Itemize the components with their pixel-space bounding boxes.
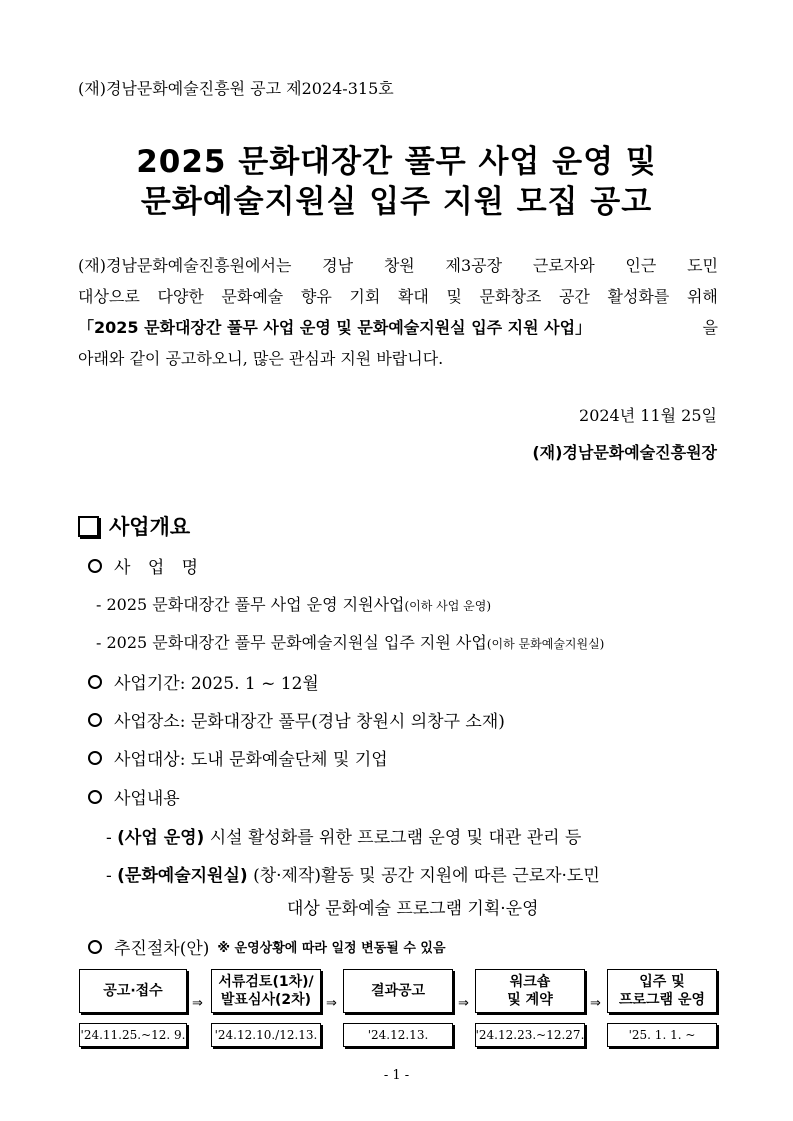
intro-word: 활성화를 (607, 287, 670, 306)
section-heading (78, 511, 190, 541)
title-line-2: 문화예술지원실 입주 지원 모집 공고 (140, 184, 653, 220)
procedure-step (343, 969, 453, 1047)
content-label: 사업내용 (114, 789, 180, 809)
project-item-1-text: - 2025 문화대장간 풀무 사업 운영 지원사업 (96, 595, 405, 614)
arrow-right-icon: ⇒ (192, 996, 203, 1011)
circle-bullet-icon (88, 790, 102, 804)
project-name-item (88, 553, 204, 578)
project-item-2-text: - 2025 문화대장간 풀무 문화예술지원실 입주 지원 사업 (96, 633, 487, 652)
procedure-step-date: '24.11.25.~12. 9. (79, 1023, 187, 1047)
location-text: 사업장소: 문화대장간 풀무(경남 창원시 의창구 소재) (114, 712, 505, 732)
procedure-item (88, 934, 446, 959)
intro-word: 향유 (300, 287, 332, 306)
intro-word: 인근 (625, 256, 657, 275)
intro-word: 대상으로 (78, 287, 140, 306)
arrow-right-icon: ⇒ (590, 996, 601, 1011)
procedure-note: ※ 운영상황에 따라 일정 변동될 수 있음 (217, 941, 446, 956)
procedure-step (79, 969, 187, 1047)
project-name-label: 사 업 명 (114, 558, 205, 578)
location-item (88, 707, 505, 732)
intro-word: 공간 (558, 287, 590, 306)
content-support-room: - (문화예술지원실) (창·제작)활동 및 공간 지원에 따른 근로자·도민 (106, 866, 600, 886)
period-text: 사업기간: 2025. 1 ~ 12월 (114, 674, 319, 694)
procedure-step (607, 969, 717, 1047)
intro-project-title: 「2025 문화대장간 풀무 사업 운영 및 문화예술지원실 입주 지원 사업」 (78, 318, 592, 337)
procedure-step-name: 입주 및 프로그램 운영 (607, 969, 717, 1013)
circle-bullet-icon (88, 559, 102, 573)
target-text: 사업대상: 도내 문화예술단체 및 기업 (114, 750, 388, 770)
project-item-2 (96, 630, 604, 653)
procedure-label: 추진절차(안) (114, 939, 210, 959)
procedure-step-date: '24.12.23.~12.27. (475, 1023, 585, 1047)
intro-particle: 을 (702, 318, 718, 337)
content-support-text-cont: 대상 문화예술 프로그램 기획·운영 (287, 899, 539, 919)
project-item-1-note: (이하 사업 운영) (404, 599, 492, 613)
content-support-label: (문화예술지원실) (117, 866, 248, 886)
procedure-step (475, 969, 585, 1047)
title-line-1: 2025 문화대장간 풀무 사업 운영 및 (136, 144, 657, 180)
arrow-right-icon: ⇒ (326, 996, 337, 1011)
intro-line-2 (78, 281, 718, 312)
circle-bullet-icon (88, 675, 102, 689)
content-operation: - (사업 운영) 시설 활성화를 위한 프로그램 운영 및 대관 관리 등 (106, 828, 582, 848)
intro-word: 창원 (383, 256, 415, 275)
intro-word: 및 (446, 287, 462, 306)
procedure-step-date: '25. 1. 1. ~ (607, 1023, 717, 1047)
project-item-2-note: (이하 문화예술지원실) (486, 637, 605, 651)
intro-word: 문화예술 (221, 287, 284, 306)
arrow-right-icon: ⇒ (458, 996, 469, 1011)
notice-date: 2024년 11월 25일 (579, 406, 717, 425)
intro-word: 근로자와 (532, 256, 595, 275)
circle-bullet-icon (88, 751, 102, 765)
period-item (88, 669, 319, 694)
issuer-name: (재)경남문화예술진흥원장 (532, 443, 717, 462)
content-support-text: (창·제작)활동 및 공간 지원에 따른 근로자·도민 (253, 866, 600, 886)
procedure-step-name: 워크숍 및 계약 (475, 969, 585, 1013)
intro-word: 경남 (322, 256, 354, 275)
circle-bullet-icon (88, 713, 102, 727)
intro-word: 문화창조 (479, 287, 542, 306)
square-bullet-icon (78, 516, 99, 537)
section-title: 사업개요 (109, 515, 191, 539)
intro-word: (재)경남문화예술진흥원에서는 (78, 256, 292, 275)
procedure-step-date: '24.12.10./12.13. (211, 1023, 321, 1047)
procedure-step-name: 공고·접수 (79, 969, 187, 1013)
procedure-step-name: 서류검토(1차)/ 발표심사(2차) (211, 969, 321, 1013)
intro-word: 확대 (397, 287, 429, 306)
intro-word: 위해 (686, 287, 718, 306)
intro-line-4: 아래와 같이 공고하오니, 많은 관심과 지원 바랍니다. (78, 349, 444, 368)
procedure-step (211, 969, 321, 1047)
intro-paragraph (78, 250, 718, 374)
intro-line-3 (78, 312, 718, 343)
procedure-step-name: 결과공고 (343, 969, 453, 1013)
intro-word: 도민 (687, 256, 718, 275)
circle-bullet-icon (88, 940, 102, 954)
target-item (88, 745, 388, 770)
content-operation-text: 시설 활성화를 위한 프로그램 운영 및 대관 관리 등 (209, 828, 582, 848)
page-number: - 1 - (383, 1068, 410, 1083)
intro-word: 기회 (349, 287, 381, 306)
project-item-1 (96, 592, 491, 615)
procedure-step-date: '24.12.13. (343, 1023, 453, 1047)
intro-word: 다양한 (157, 287, 204, 306)
intro-word: 제3공장 (445, 256, 503, 275)
notice-number: (재)경남문화예술진흥원 공고 제2024-315호 (78, 79, 394, 98)
intro-line-1 (78, 250, 718, 281)
content-item (88, 784, 180, 809)
content-operation-label: (사업 운영) (117, 828, 205, 848)
